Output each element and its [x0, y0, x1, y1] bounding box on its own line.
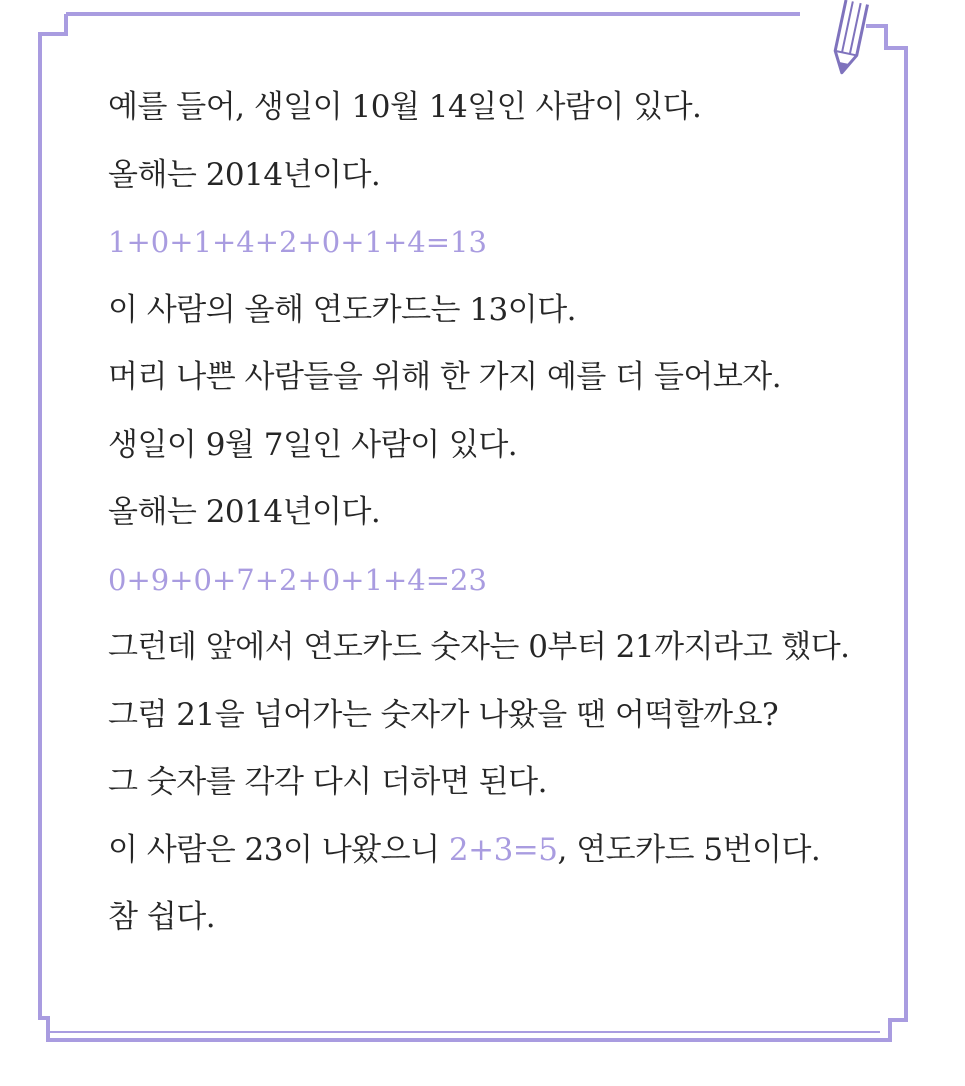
last-example-after: , 연도카드 5번이다. [557, 831, 821, 868]
closing-line: 참 쉽다. [108, 899, 216, 935]
text-line-1: 예를 들어, 생일이 10월 14일인 사람이 있다. [108, 89, 702, 125]
text-line-6: 올해는 2014년이다. [108, 494, 381, 530]
last-example-before: 이 사람은 23이 나왔으니 [108, 831, 449, 868]
text-line-4: 머리 나쁜 사람들을 위해 한 가지 예를 더 들어보자. [108, 359, 782, 395]
frame-inner-line [48, 1018, 880, 1032]
text-line-7: 그런데 앞에서 연도카드 숫자는 0부터 21까지라고 했다. [108, 629, 850, 665]
note-content [108, 74, 908, 952]
text-line-9: 그 숫자를 각각 다시 더하면 된다. [108, 764, 547, 800]
text-line-5: 생일이 9월 7일인 사람이 있다. [108, 426, 518, 463]
formula-line-2: 0+9+0+7+2+0+1+4=23 [108, 562, 487, 597]
formula-line-1: 1+0+1+4+2+0+1+4=13 [108, 225, 487, 259]
text-line-2: 올해는 2014년이다. [108, 156, 381, 193]
text-line-3: 이 사람의 올해 연도카드는 13이다. [108, 291, 577, 328]
pencil-icon [831, 0, 867, 75]
text-line-8: 그럼 21을 넘어가는 숫자가 나왔을 땐 어떡할까요? [108, 696, 779, 733]
text-line-10 [108, 817, 908, 885]
last-example-formula: 2+3=5 [448, 831, 558, 868]
